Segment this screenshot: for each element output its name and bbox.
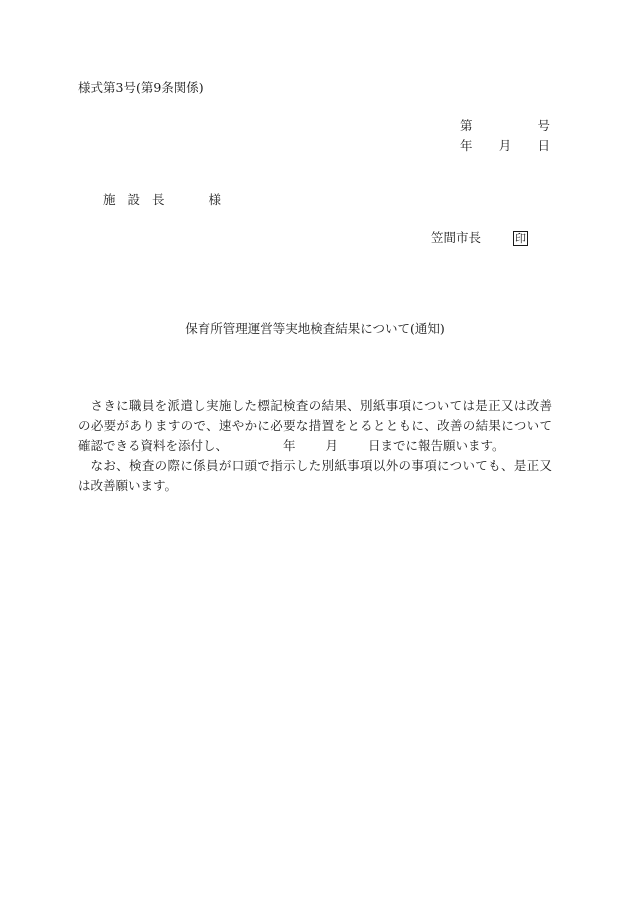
body-paragraph-1-text-a: さきに職員を派遣し実施した標記検査の結果、別紙事項については是正又は改善の必要がありますので、速やかに必要な措置をとるとともに、改善の結果について確認できる資料を添付し、 — [78, 398, 552, 453]
body-deadline-month: 月 — [325, 438, 339, 453]
form-label: 様式第3号(第9条関係) — [78, 80, 204, 95]
sender — [431, 231, 528, 246]
document-body — [78, 396, 552, 496]
addressee-title-1: 施 — [103, 192, 116, 207]
body-paragraph-1 — [78, 396, 552, 456]
addressee-title-3: 長 — [152, 192, 165, 207]
addressee-title-2: 設 — [127, 192, 141, 207]
sender-name: 笠間市長 — [431, 230, 482, 246]
document-number — [460, 120, 550, 133]
date-month: 月 — [498, 138, 512, 153]
addressee-honorific: 様 — [208, 192, 222, 207]
document-subject: 保育所管理運営等実地検査結果について(通知) — [185, 321, 445, 336]
document-number-suffix: 号 — [537, 118, 550, 133]
body-paragraph-1-text-b: 日までに報告願います。 — [368, 438, 505, 453]
addressee — [103, 194, 221, 207]
body-deadline-year: 年 — [283, 438, 296, 453]
document-date — [460, 140, 550, 153]
date-year: 年 — [460, 138, 473, 153]
date-day: 日 — [537, 138, 550, 153]
seal-mark: 印 — [515, 232, 527, 245]
document-number-prefix: 第 — [460, 118, 473, 133]
body-paragraph-2: なお、検査の際に係員が口頭で指示した別紙事項以外の事項についても、是正又は改善願います。 — [78, 458, 552, 493]
